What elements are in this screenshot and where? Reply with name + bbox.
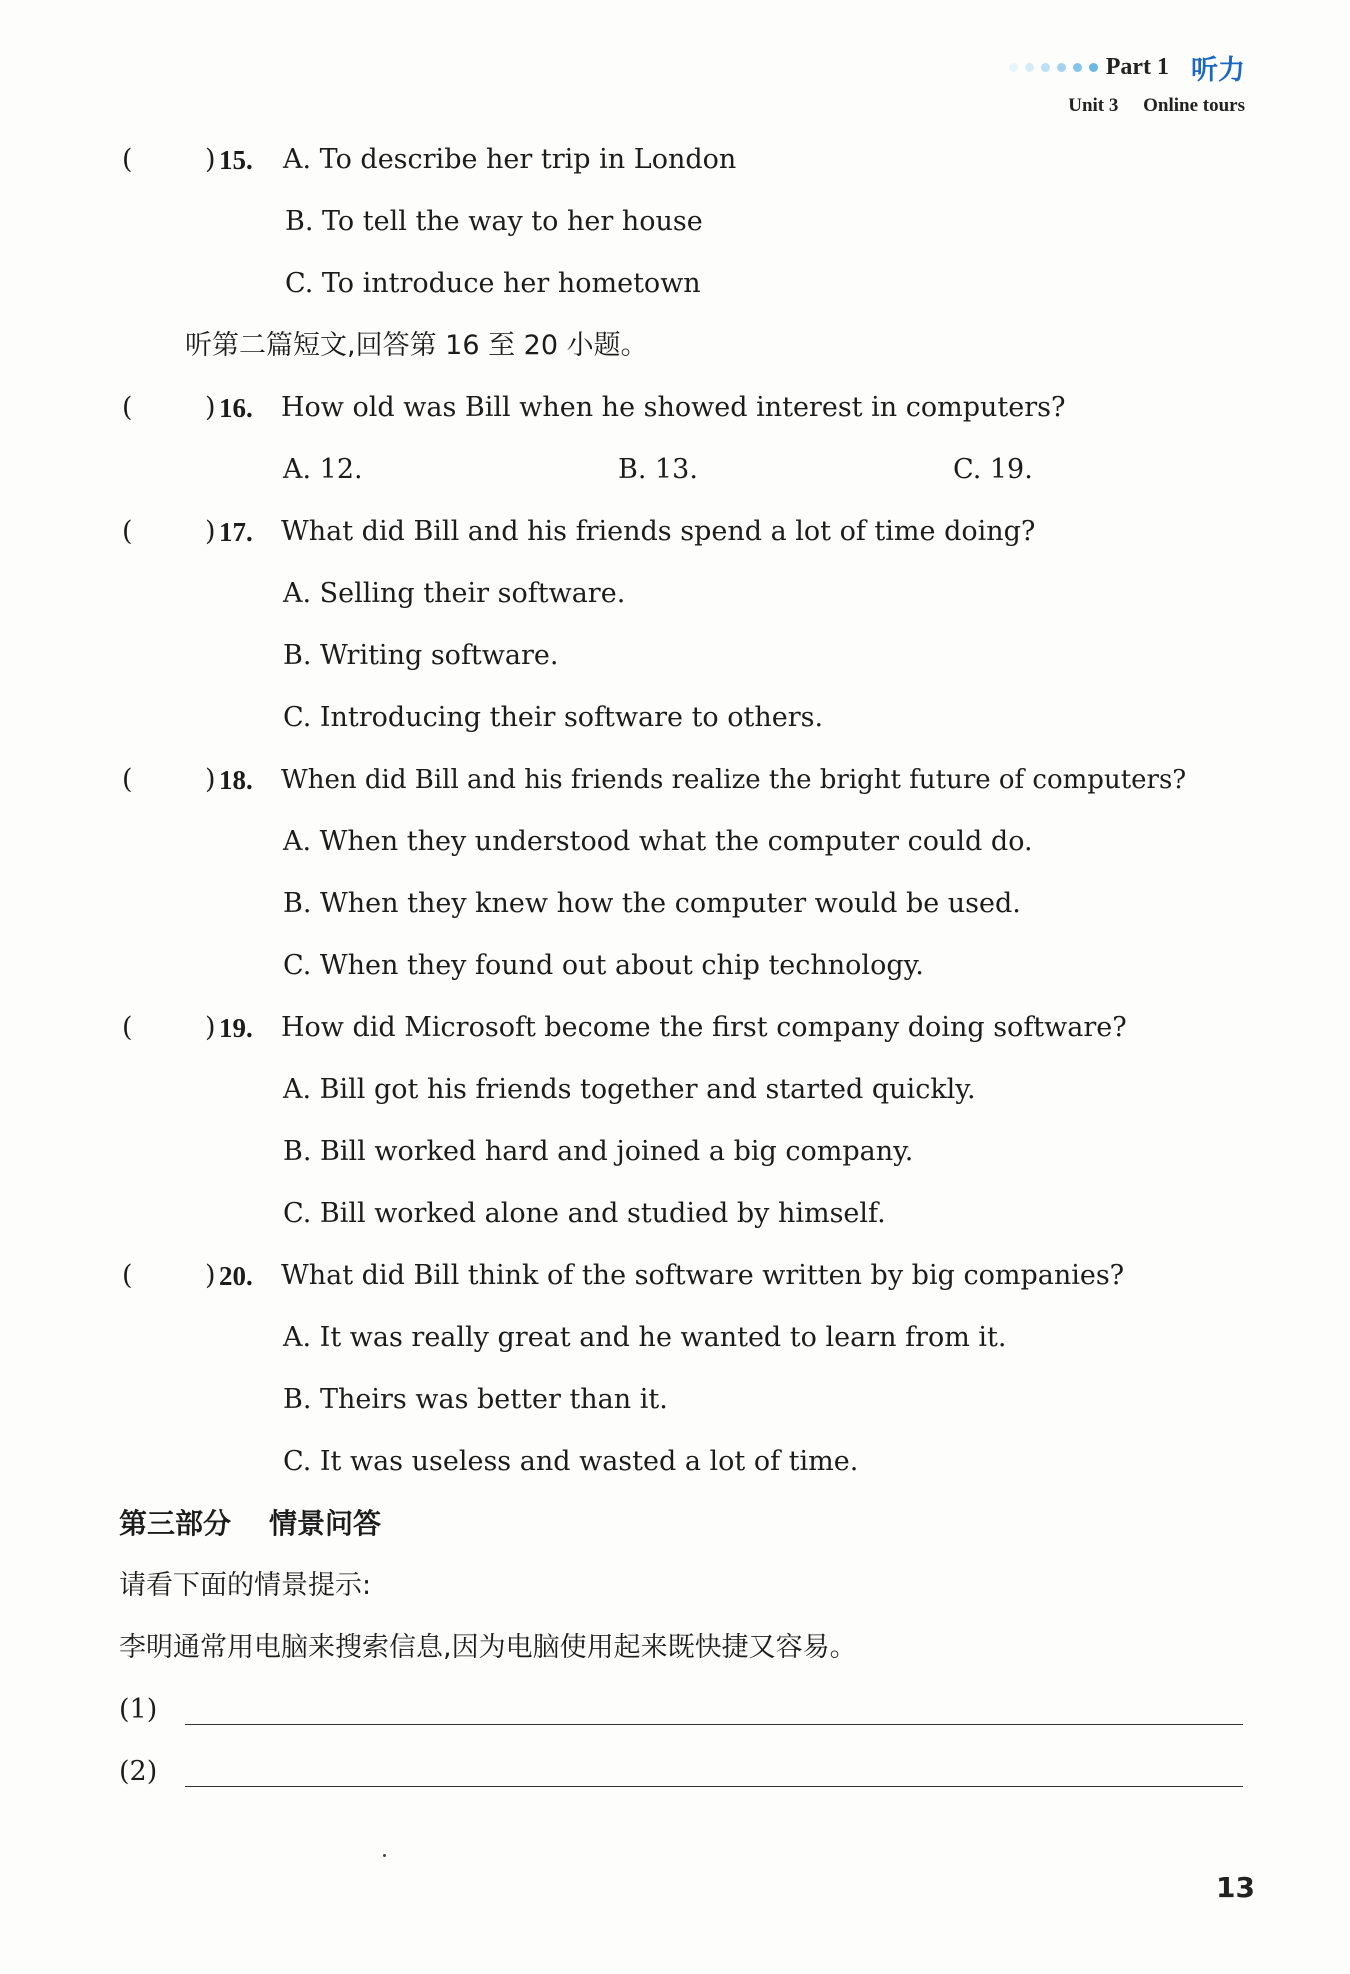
option-a: A. Bill got his friends together and started quickly. [283,1074,976,1105]
question-number: 18. [219,765,253,795]
blank-label-2: (2) [119,1756,158,1787]
dot-icon [1009,63,1018,72]
answer-blank-2[interactable] [185,1786,1243,1787]
unit-label: Unit 3 [1068,95,1119,116]
answer-bracket-close: ) [205,392,216,423]
option-c: C. Introducing their software to others. [283,702,824,733]
dot-icon [1057,63,1066,72]
question-text: When did Bill and his friends realize the bright future of computers? [281,765,1187,795]
option-c: C. When they found out about chip technology. [283,950,924,981]
unit-subtitle [1009,95,1245,117]
option-b: B. Writing software. [283,640,559,671]
question-number: 16. [219,393,253,423]
blank-label-1: (1) [119,1694,158,1725]
section-title [119,1507,381,1541]
option-a: A. It was really great and he wanted to learn from it. [283,1322,1007,1353]
section-name: 情景问答 [269,1507,382,1540]
part-label: Part 1 [1105,54,1169,80]
answer-bracket-close: ) [205,764,216,795]
answer-bracket-open: ( [122,144,133,175]
passage-instruction: 听第二篇短文,回答第 16 至 20 小题。 [185,330,648,361]
part-title-cn: 听力 [1191,55,1245,86]
option-a: A. 12. [283,454,363,485]
option-c: C. It was useless and wasted a lot of time. [283,1446,859,1477]
answer-bracket-close: ) [205,1012,216,1043]
answer-bracket-open: ( [122,1260,133,1291]
option-c: C. Bill worked alone and studied by himself. [283,1198,886,1229]
option-b: B. To tell the way to her house [285,206,703,237]
question-text: A. To describe her trip in London [283,144,737,175]
scenario-prompt-label: 请看下面的情景提示: [119,1570,372,1601]
section-part-label: 第三部分 [119,1507,232,1540]
option-a: A. Selling their software. [283,578,626,609]
answer-bracket-open: ( [122,516,133,547]
question-text: What did Bill and his friends spend a lot of time doing? [281,516,1036,547]
dot-icon [1089,63,1098,72]
scenario-text: 李明通常用电脑来搜索信息,因为电脑使用起来既快捷又容易。 [119,1632,857,1663]
option-c: C. To introduce her hometown [285,268,701,299]
question-number: 17. [219,517,253,547]
page-header [1009,48,1245,117]
answer-bracket-open: ( [122,764,133,795]
answer-blank-1[interactable] [185,1724,1243,1725]
dot-icon [1073,63,1082,72]
answer-bracket-open: ( [122,392,133,423]
option-b: B. 13. [618,454,698,485]
answer-bracket-close: ) [205,516,216,547]
answer-bracket-close: ) [205,1260,216,1291]
dot-icon [1041,63,1050,72]
answer-bracket-open: ( [122,1012,133,1043]
decorative-dots [1009,63,1098,72]
question-text: What did Bill think of the software written by big companies? [281,1260,1125,1291]
unit-topic: Online tours [1143,95,1245,116]
answer-bracket-close: ) [205,144,216,175]
option-b: B. When they knew how the computer would be used. [283,888,1021,919]
ink-speck [383,1854,386,1857]
question-number: 20. [219,1261,253,1291]
option-c: C. 19. [953,454,1033,485]
question-number: 19. [219,1013,253,1043]
question-number: 15. [219,145,253,175]
question-text: How did Microsoft become the first company doing software? [281,1012,1127,1043]
dot-icon [1025,63,1034,72]
page-number: 13 [1216,1871,1255,1904]
option-b: B. Bill worked hard and joined a big company. [283,1136,914,1167]
question-text: How old was Bill when he showed interest in computers? [281,392,1066,423]
option-a: A. When they understood what the computer could do. [283,826,1033,857]
option-b: B. Theirs was better than it. [283,1384,668,1415]
